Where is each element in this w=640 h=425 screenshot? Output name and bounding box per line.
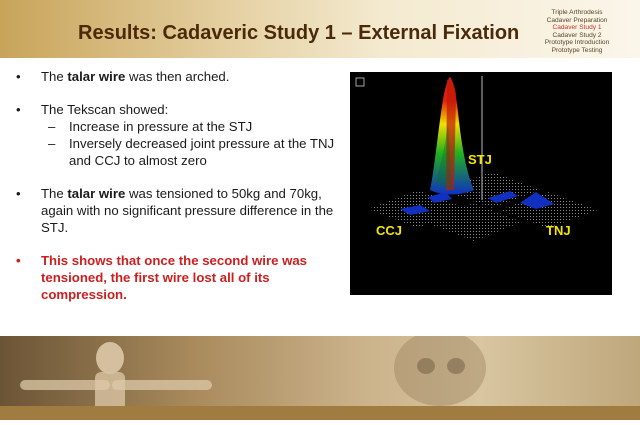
dash: – <box>48 119 56 134</box>
sub-bullet-text: Inversely decreased joint pressure at the TNJ and CCJ to almost zero <box>69 136 335 168</box>
footer-bar <box>0 406 640 420</box>
bullet-text: The <box>41 69 68 84</box>
bullet-text: The <box>41 186 68 201</box>
bullet-conclusion <box>14 252 344 303</box>
ccj-label: CCJ <box>376 223 403 238</box>
stj-label: STJ <box>468 152 492 167</box>
axis-icon <box>356 78 364 86</box>
nav-item-cadaver-preparation[interactable]: Cadaver Preparation <box>546 16 608 24</box>
bullet-list <box>14 68 344 303</box>
skull-image <box>394 336 486 406</box>
slide-title: Results: Cadaveric Study 1 – External Fixation <box>78 22 520 44</box>
bullet-tekscan <box>14 101 344 118</box>
bullet-dot: • <box>16 102 21 117</box>
bullet-dot: • <box>16 253 21 268</box>
bullet-text: was then arched. <box>125 69 230 84</box>
slide-header <box>0 0 640 58</box>
pressure-plot-svg <box>350 72 612 295</box>
sub-bullet-increase <box>14 118 344 135</box>
nav-item-prototype-testing[interactable]: Prototype Testing <box>551 46 603 54</box>
dash: – <box>48 136 56 151</box>
bullet-bold: talar wire <box>67 69 126 84</box>
nav-item-cadaver-study-1[interactable]: Cadaver Study 1 <box>552 24 602 32</box>
bullet-dot: • <box>16 186 21 201</box>
section-nav <box>522 9 632 55</box>
nav-item-triple-arthrodesis[interactable]: Triple Arthrodesis <box>551 9 603 16</box>
sub-bullet-text: Increase in pressure at the STJ <box>69 119 253 134</box>
nav-item-prototype-introduction[interactable]: Prototype Introduction <box>544 39 610 47</box>
bullet-text: This shows that once the second wire was tensioned, the first wire lost all of its compression. <box>41 253 308 302</box>
nav-item-cadaver-study-2[interactable]: Cadaver Study 2 <box>552 31 602 39</box>
bullet-text: was tensioned to 50kg and 70kg, again with no significant pressure difference in the STJ. <box>41 186 334 235</box>
bullet-tensioned <box>14 185 344 236</box>
bullet-dot: • <box>16 69 21 84</box>
tnj-label: TNJ <box>546 223 571 238</box>
sub-bullet-decrease <box>14 135 344 169</box>
tekscan-pressure-map <box>350 72 612 295</box>
bullet-text: The Tekscan showed: <box>41 102 169 117</box>
bullet-arched <box>14 68 344 85</box>
bullet-bold: talar wire <box>67 186 126 201</box>
